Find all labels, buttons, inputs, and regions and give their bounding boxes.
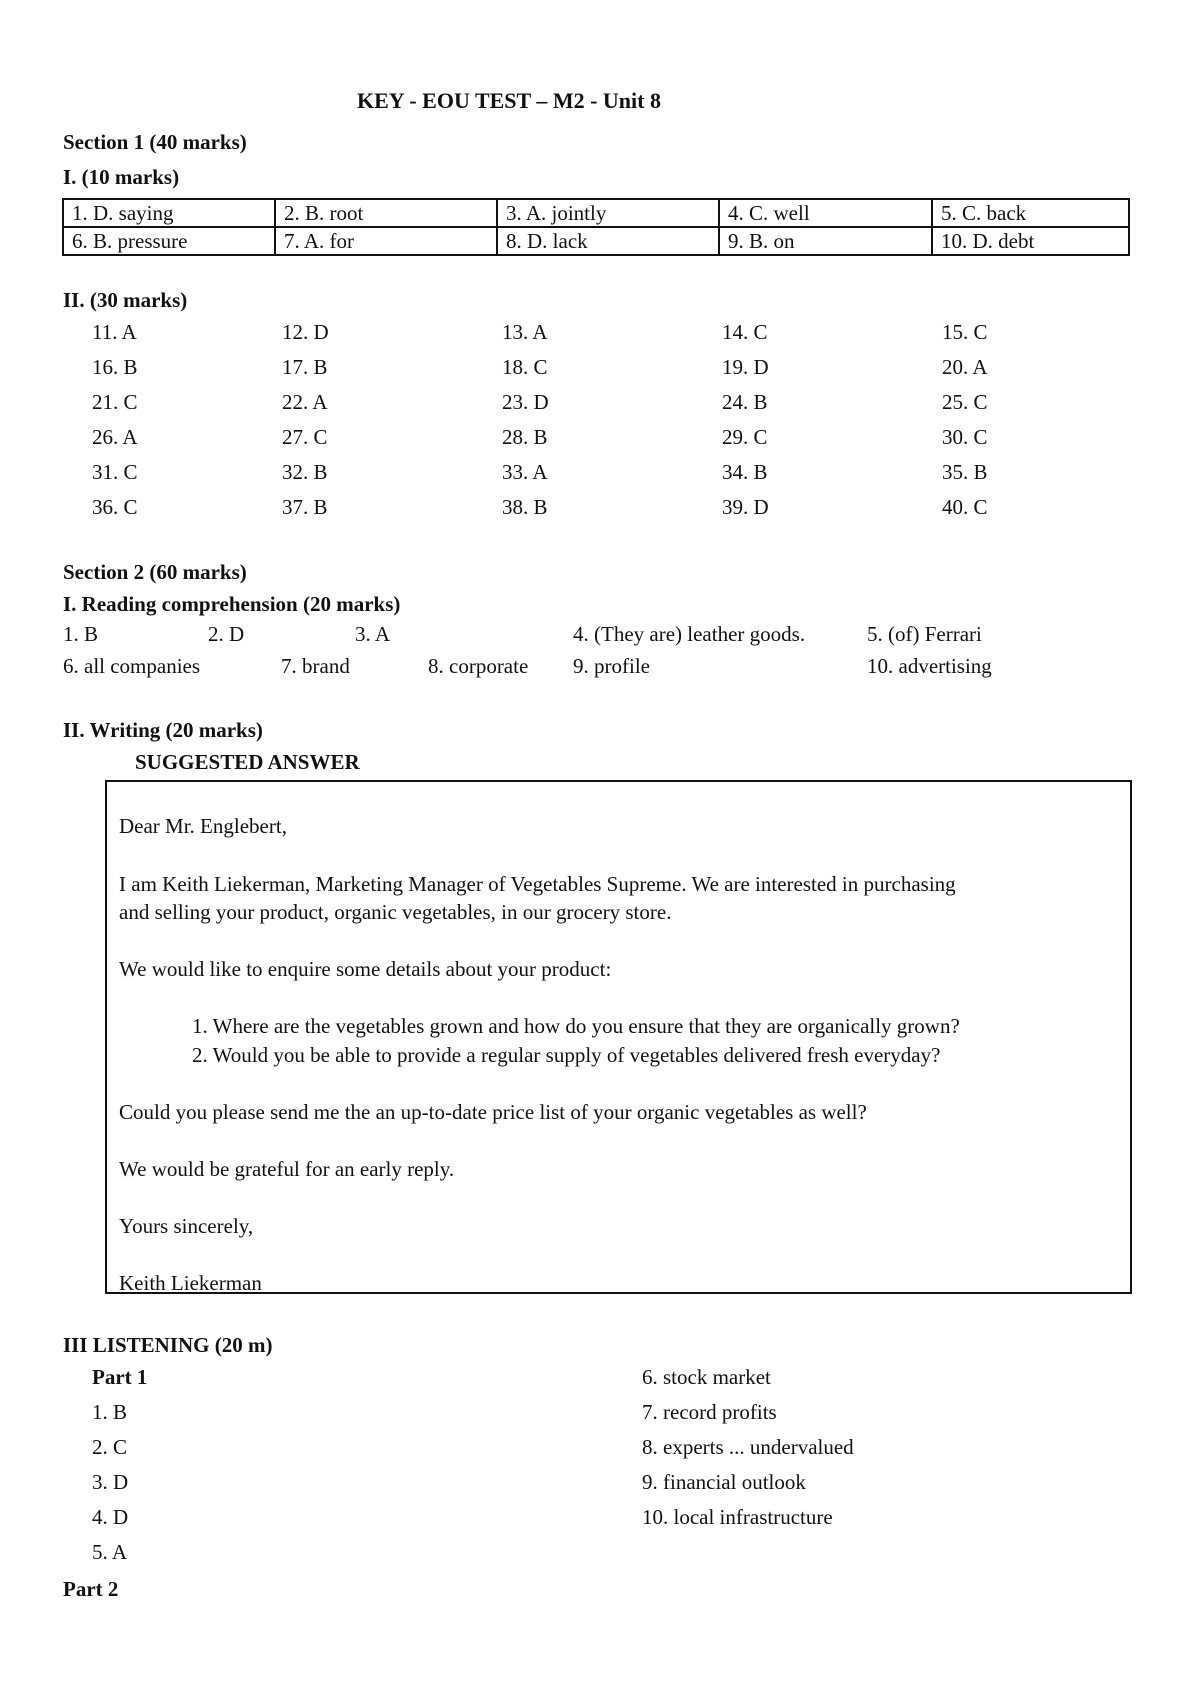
answer-item: 37. B: [282, 495, 328, 519]
answer-item: 38. B: [502, 495, 548, 519]
answer-item: 25. C: [942, 390, 988, 414]
table-cell: 6. B. pressure: [63, 227, 275, 255]
letter-paragraph: We would like to enquire some details about your product:: [119, 957, 612, 981]
answer-item: 36. C: [92, 495, 138, 519]
answer-item: 40. C: [942, 495, 988, 519]
section1-part1-answer-table: [62, 198, 1130, 256]
listening-part1-heading: Part 1: [92, 1365, 148, 1389]
letter-closing: Yours sincerely,: [119, 1214, 254, 1238]
table-cell: 3. A. jointly: [497, 199, 719, 227]
answer-item: 14. C: [722, 320, 768, 344]
suggested-answer-label: SUGGESTED ANSWER: [135, 750, 360, 774]
table-cell: 2. B. root: [275, 199, 497, 227]
answer-item: 4. (They are) leather goods.: [573, 622, 806, 646]
suggested-letter-box: [105, 780, 1132, 1294]
answer-item: 26. A: [92, 425, 138, 449]
section1-heading: Section 1 (40 marks): [63, 130, 247, 154]
letter-paragraph: Could you please send me the an up-to-date price list of your organic vegetables as well?: [119, 1100, 867, 1124]
answer-item: 22. A: [282, 390, 328, 414]
answer-item: 2. D: [208, 622, 245, 646]
answer-item: 6. stock market: [642, 1365, 771, 1389]
table-row: [63, 199, 1129, 227]
answer-item: 24. B: [722, 390, 768, 414]
letter-list-item: 2. Would you be able to provide a regular supply of vegetables delivered fresh everyday?: [192, 1043, 941, 1067]
answer-item: 8. corporate: [428, 654, 529, 678]
answer-item: 34. B: [722, 460, 768, 484]
letter-paragraph: I am Keith Liekerman, Marketing Manager of Vegetables Supreme. We are interested in purchasing: [119, 872, 956, 896]
answer-item: 23. D: [502, 390, 549, 414]
answer-item: 16. B: [92, 355, 138, 379]
answer-item: 2. C: [92, 1435, 128, 1459]
table-cell: 7. A. for: [275, 227, 497, 255]
answer-item: 1. B: [92, 1400, 128, 1424]
letter-greeting: Dear Mr. Englebert,: [119, 814, 287, 838]
letter-signature: Keith Liekerman: [119, 1271, 262, 1295]
answer-item: 18. C: [502, 355, 548, 379]
table-cell: 8. D. lack: [497, 227, 719, 255]
answer-item: 17. B: [282, 355, 328, 379]
answer-item: 5. (of) Ferrari: [867, 622, 982, 646]
answer-item: 9. financial outlook: [642, 1470, 806, 1494]
section1-part1-heading: I. (10 marks): [63, 165, 180, 189]
answer-item: 10. advertising: [867, 654, 992, 678]
answer-item: 15. C: [942, 320, 988, 344]
section2-heading: Section 2 (60 marks): [63, 560, 247, 584]
letter-paragraph: We would be grateful for an early reply.: [119, 1157, 455, 1181]
table-cell: 5. C. back: [932, 199, 1129, 227]
answer-item: 10. local infrastructure: [642, 1505, 833, 1529]
answer-item: 6. all companies: [63, 654, 201, 678]
answer-item: 33. A: [502, 460, 548, 484]
answer-item: 7. record profits: [642, 1400, 777, 1424]
table-cell: 10. D. debt: [932, 227, 1129, 255]
answer-item: 3. A: [355, 622, 391, 646]
table-cell: 4. C. well: [719, 199, 932, 227]
answer-item: 20. A: [942, 355, 988, 379]
reading-heading: I. Reading comprehension (20 marks): [63, 592, 401, 616]
answer-item: 4. D: [92, 1505, 129, 1529]
table-cell: 9. B. on: [719, 227, 932, 255]
letter-paragraph: and selling your product, organic vegetables, in our grocery store.: [119, 900, 672, 924]
answer-item: 28. B: [502, 425, 548, 449]
listening-part2-heading: Part 2: [63, 1577, 119, 1601]
answer-item: 30. C: [942, 425, 988, 449]
answer-item: 5. A: [92, 1540, 128, 1564]
answer-item: 3. D: [92, 1470, 129, 1494]
answer-item: 12. D: [282, 320, 329, 344]
answer-item: 7. brand: [281, 654, 350, 678]
writing-heading: II. Writing (20 marks): [63, 718, 263, 742]
letter-list-item: 1. Where are the vegetables grown and how do you ensure that they are organically grown?: [192, 1014, 960, 1038]
answer-item: 32. B: [282, 460, 328, 484]
answer-item: 13. A: [502, 320, 548, 344]
answer-item: 39. D: [722, 495, 769, 519]
answer-item: 19. D: [722, 355, 769, 379]
answer-item: 35. B: [942, 460, 988, 484]
answer-item: 27. C: [282, 425, 328, 449]
answer-item: 29. C: [722, 425, 768, 449]
page-title: KEY - EOU TEST – M2 - Unit 8: [357, 88, 661, 113]
answer-item: 31. C: [92, 460, 138, 484]
section1-part2-heading: II. (30 marks): [63, 288, 188, 312]
listening-heading: III LISTENING (20 m): [63, 1333, 273, 1357]
answer-item: 1. B: [63, 622, 99, 646]
answer-item: 8. experts ... undervalued: [642, 1435, 854, 1459]
table-row: [63, 227, 1129, 255]
answer-item: 9. profile: [573, 654, 650, 678]
answer-item: 11. A: [92, 320, 137, 344]
table-cell: 1. D. saying: [63, 199, 275, 227]
answer-item: 21. C: [92, 390, 138, 414]
